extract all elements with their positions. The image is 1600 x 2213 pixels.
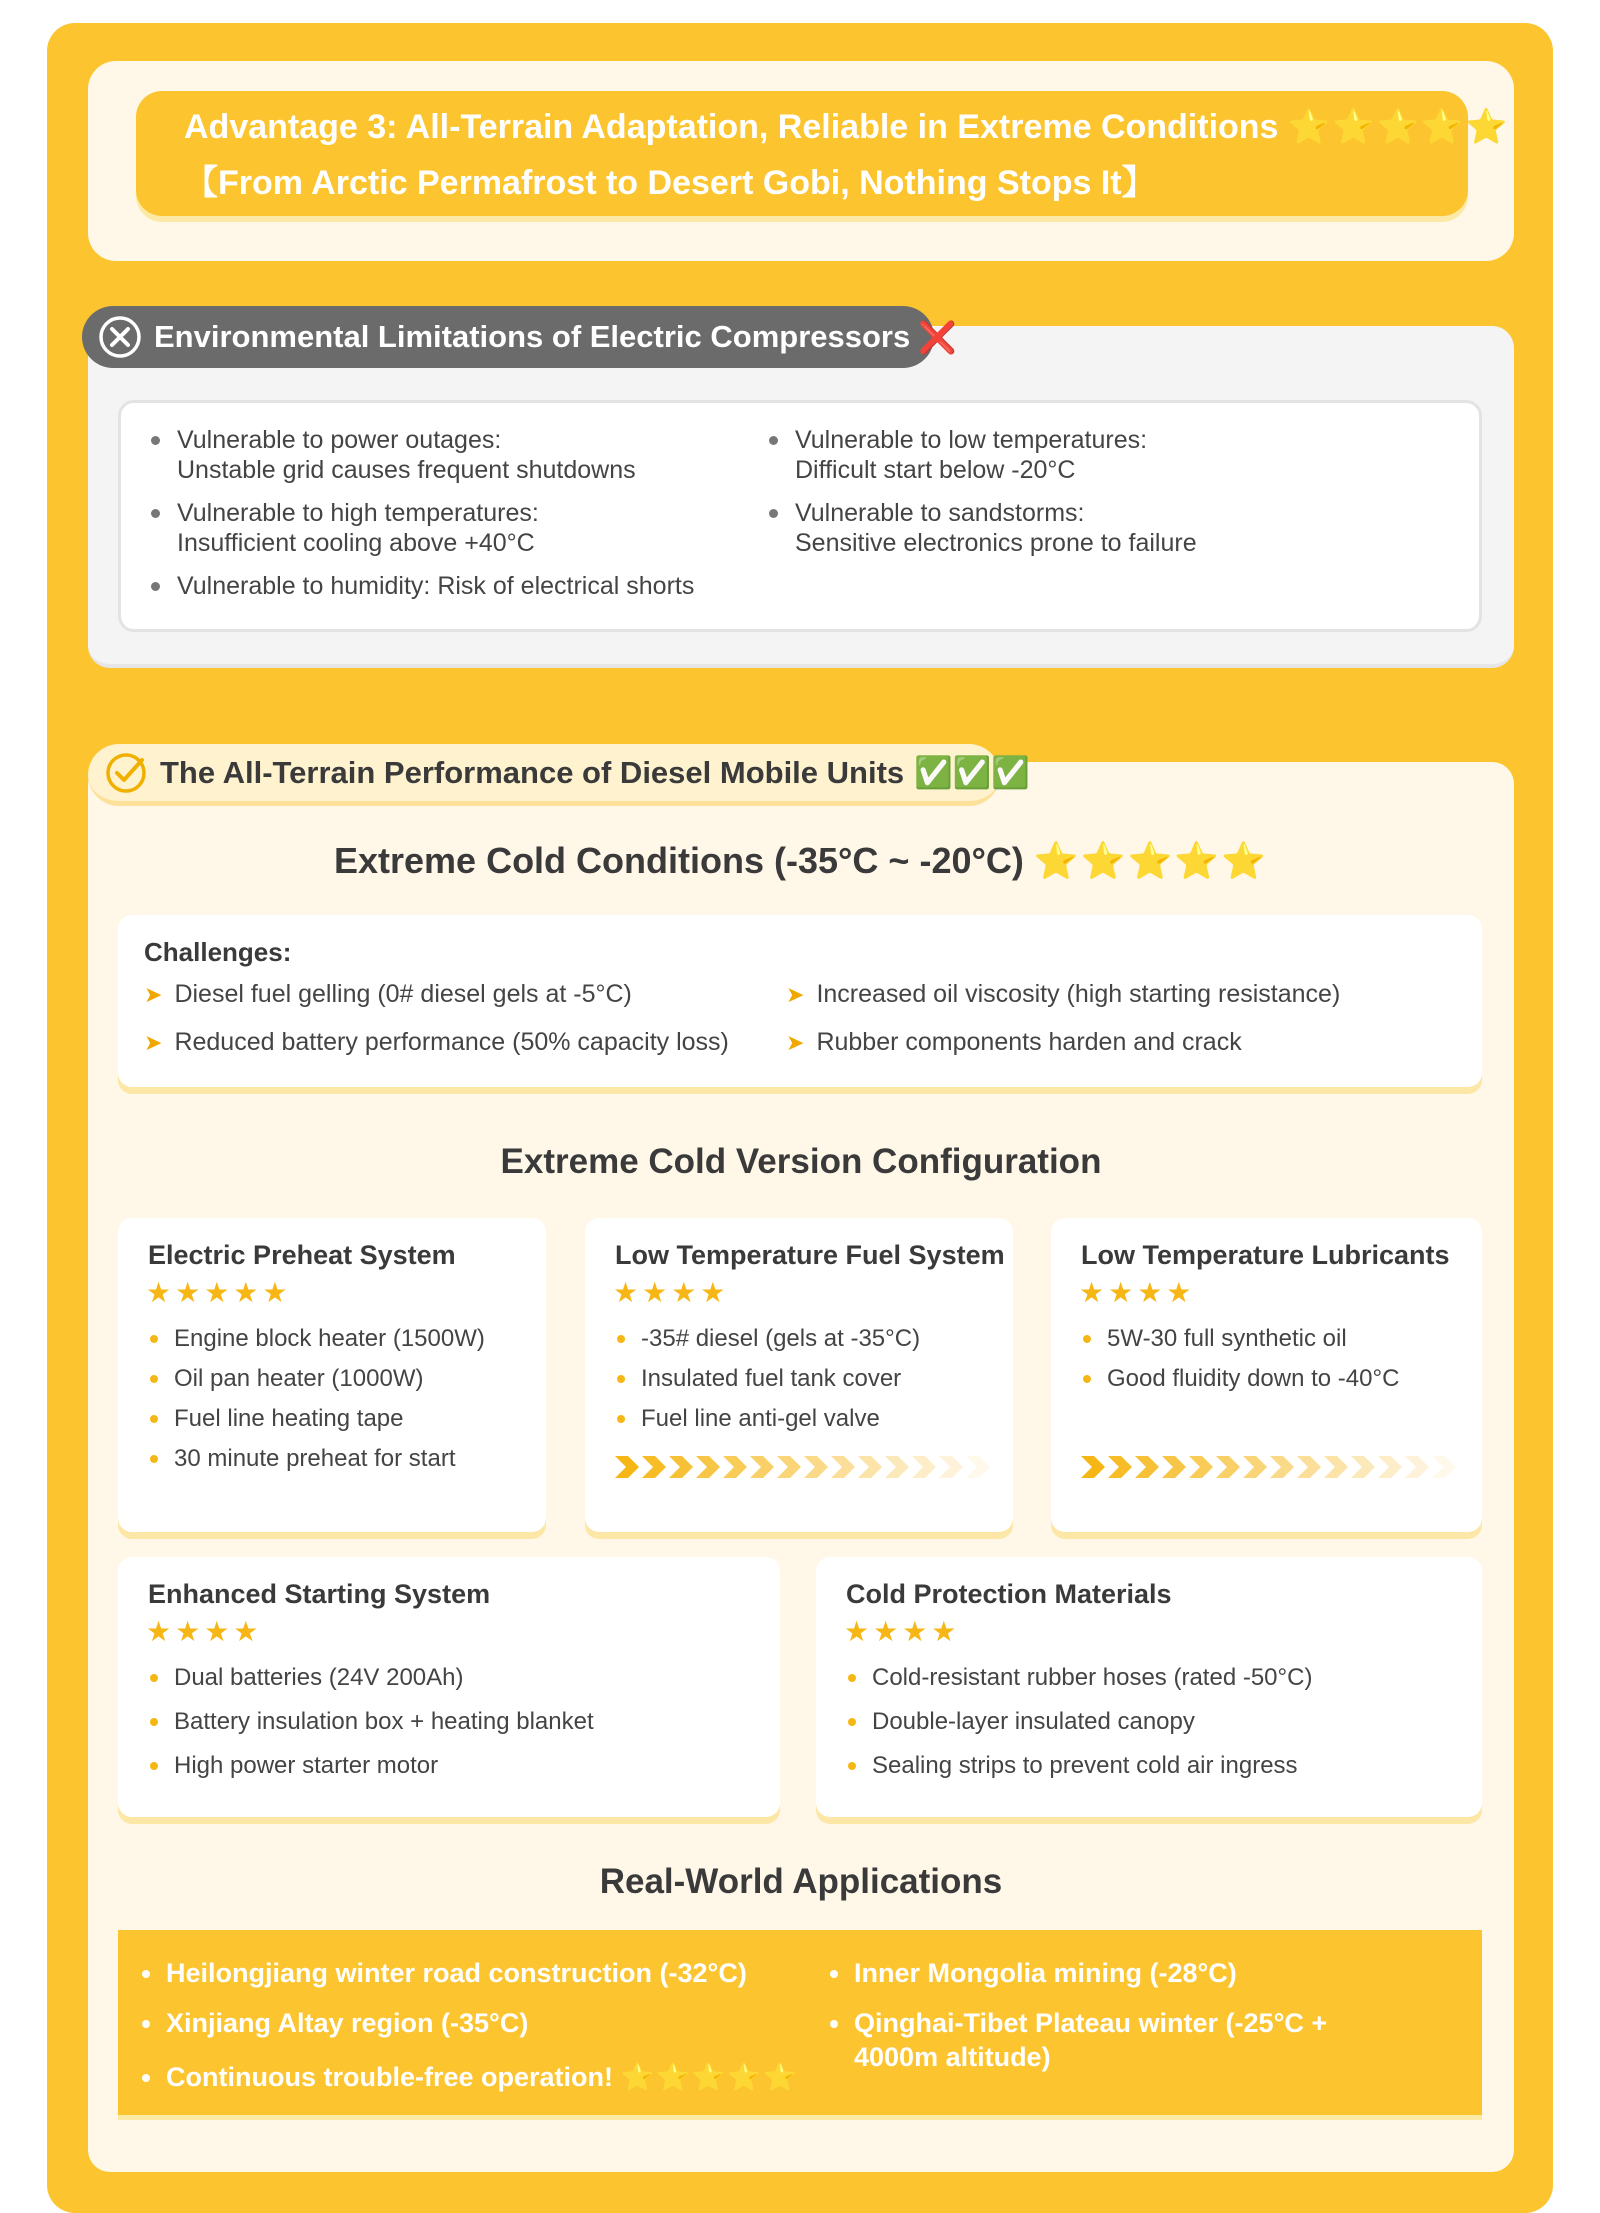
challenge-text: Increased oil viscosity (high starting resistance) [816,980,1341,1008]
bullet-dot [769,436,778,445]
limitation-item [177,498,539,558]
chevron-mark [1108,1456,1132,1478]
config-item: Sealing strips to prevent cold air ingress [872,1751,1312,1795]
limitation-line: Vulnerable to low temperatures: [795,426,1148,454]
diesel-title-pill [88,744,1030,806]
arrow-icon: ➤ [144,982,163,1007]
chevron-mark [750,1456,774,1478]
challenge-item [786,1028,1242,1057]
config-item: Engine block heater (1500W) [174,1324,485,1364]
config-item: Double-layer insulated canopy [872,1707,1312,1751]
config-card [816,1557,1482,1817]
application-text: Xinjiang Altay region (-35°C) [166,2008,529,2038]
header-panel [88,61,1514,261]
application-text: Inner Mongolia mining (-28°C) [854,1958,1237,1988]
bullet-dot [151,436,160,445]
cross-mark-icon: ❌ [918,319,957,355]
chevron-strip-icon [1081,1452,1461,1482]
chevron-mark [831,1456,855,1478]
challenges-card [118,915,1482,1087]
config-card [118,1218,546,1532]
config-list [641,1324,920,1444]
config-stars: ★★★★ [146,1616,263,1647]
application-text: Heilongjiang winter road construction (-32°C) [166,1958,747,1988]
config-card [585,1218,1013,1532]
config-list [174,1324,485,1484]
chevron-mark [1405,1456,1429,1478]
application-text: Continuous trouble-free operation! [166,2062,613,2092]
application-item [166,1956,747,1990]
config-title: Electric Preheat System [148,1240,456,1270]
limitation-line: Sensitive electronics prone to failure [795,529,1197,557]
diesel-section [88,762,1514,2172]
config-item: Dual batteries (24V 200Ah) [174,1663,594,1707]
chevron-mark [1432,1456,1456,1478]
arrow-icon: ➤ [786,1030,805,1055]
arrow-icon: ➤ [144,1030,163,1055]
cold-heading [88,840,1514,882]
config-card [1051,1218,1482,1532]
config-list [872,1663,1312,1795]
header-banner [136,91,1510,216]
chevron-mark [615,1456,639,1478]
bullet-dot [151,509,160,518]
limitation-line: Vulnerable to high temperatures: [177,499,539,527]
chevron-mark [1216,1456,1240,1478]
limitation-line: Vulnerable to sandstorms: [795,499,1085,527]
config-stars: ★★★★ [613,1277,730,1308]
config-title: Low Temperature Lubricants [1081,1240,1450,1270]
config-heading: Extreme Cold Version Configuration [500,1142,1102,1181]
config-stars: ★★★★★ [146,1277,292,1308]
chevron-mark [939,1456,963,1478]
chevron-mark [1351,1456,1375,1478]
applications-box [118,1930,1482,2120]
application-item [854,1956,1237,1990]
limitation-item [177,425,636,485]
bullet-dot [830,1970,838,1978]
chevron-mark [858,1456,882,1478]
config-item: 5W-30 full synthetic oil [1107,1324,1399,1364]
limitation-item [795,498,1197,558]
chevron-mark [804,1456,828,1478]
bullet-dot [142,2074,150,2082]
arrow-icon: ➤ [786,982,805,1007]
config-item: Cold-resistant rubber hoses (rated -50°C) [872,1663,1312,1707]
challenge-text: Diesel fuel gelling (0# diesel gels at -5°C) [174,980,632,1008]
config-title: Low Temperature Fuel System [615,1240,1005,1270]
bullet-dot [142,2020,150,2028]
config-item: Insulated fuel tank cover [641,1364,920,1404]
chevron-mark [1297,1456,1321,1478]
chevron-strip-icon [615,1452,995,1482]
chevron-mark [777,1456,801,1478]
challenges-label: Challenges: [144,937,292,967]
limitations-card [118,400,1482,632]
chevron-mark [1243,1456,1267,1478]
challenge-item [144,1028,729,1057]
limitation-line: Vulnerable to humidity: Risk of electrical shorts [177,572,695,600]
config-item: Battery insulation box + heating blanket [174,1707,594,1751]
chevron-mark [1135,1456,1159,1478]
config-item: Fuel line heating tape [174,1404,485,1444]
limitation-item [177,571,694,601]
cold-heading-stars: ⭐⭐⭐⭐⭐ [1033,840,1269,881]
check-circle-icon [104,751,148,795]
config-list [174,1663,594,1795]
chevron-mark [642,1456,666,1478]
limitation-line: Vulnerable to power outages: [177,426,502,454]
limitation-line: Unstable grid causes frequent shutdowns [177,456,636,484]
application-item [854,2006,1414,2074]
cold-heading-text: Extreme Cold Conditions (-35°C ~ -20°C) [333,840,1024,881]
limitations-title: Environmental Limitations of Electric Compressors [154,319,911,354]
check-marks-icon: ✅✅✅ [914,755,1030,790]
application-item [166,2006,528,2040]
chevron-mark [1324,1456,1348,1478]
limitations-title-pill [82,306,957,368]
title-stars: ⭐⭐⭐⭐⭐ [1287,108,1510,146]
diesel-title: The All-Terrain Performance of Diesel Mobile Units [160,754,905,790]
config-stars: ★★★★ [1079,1277,1196,1308]
limitation-line: Insufficient cooling above +40°C [177,529,535,557]
limitations-section [88,326,1514,668]
challenge-item [786,980,1340,1009]
title-text: Advantage 3: All-Terrain Adaptation, Reliable in Extreme Conditions [184,108,1279,146]
bullet-dot [769,509,778,518]
chevron-mark [1270,1456,1294,1478]
config-item: Oil pan heater (1000W) [174,1364,485,1404]
config-title: Cold Protection Materials [846,1579,1172,1609]
challenge-item [144,980,632,1009]
chevron-mark [1162,1456,1186,1478]
application-stars: ⭐⭐⭐⭐⭐ [620,2062,799,2092]
chevron-mark [723,1456,747,1478]
challenge-text: Reduced battery performance (50% capacity loss) [174,1028,729,1056]
chevron-mark [885,1456,909,1478]
page-title [184,99,1510,155]
chevron-mark [966,1456,990,1478]
chevron-mark [696,1456,720,1478]
config-item: High power starter motor [174,1751,594,1795]
chevron-mark [912,1456,936,1478]
config-title: Enhanced Starting System [148,1579,491,1609]
config-item: 30 minute preheat for start [174,1444,485,1484]
page-subtitle: 【From Arctic Permafrost to Desert Gobi, Nothing Stops It】 [184,164,1156,202]
config-item: Fuel line anti-gel valve [641,1404,920,1444]
chevron-mark [1081,1456,1105,1478]
challenge-text: Rubber components harden and crack [816,1028,1242,1056]
apps-heading: Real-World Applications [599,1862,1003,1901]
application-item [166,2060,799,2094]
limitation-line: Difficult start below -20°C [795,456,1076,484]
config-item: Good fluidity down to -40°C [1107,1364,1399,1404]
bullet-dot [142,1970,150,1978]
close-circle-icon [98,315,142,359]
application-text: Qinghai-Tibet Plateau winter (-25°C + 4000m altitude) [854,2008,1328,2072]
chevron-mark [1378,1456,1402,1478]
chevron-mark [1189,1456,1213,1478]
config-item: -35# diesel (gels at -35°C) [641,1324,920,1364]
bullet-dot [151,582,160,591]
chevron-mark [669,1456,693,1478]
limitation-item [795,425,1147,485]
bullet-dot [830,2020,838,2028]
config-card [118,1557,780,1817]
config-stars: ★★★★ [844,1616,961,1647]
config-list [1107,1324,1399,1404]
